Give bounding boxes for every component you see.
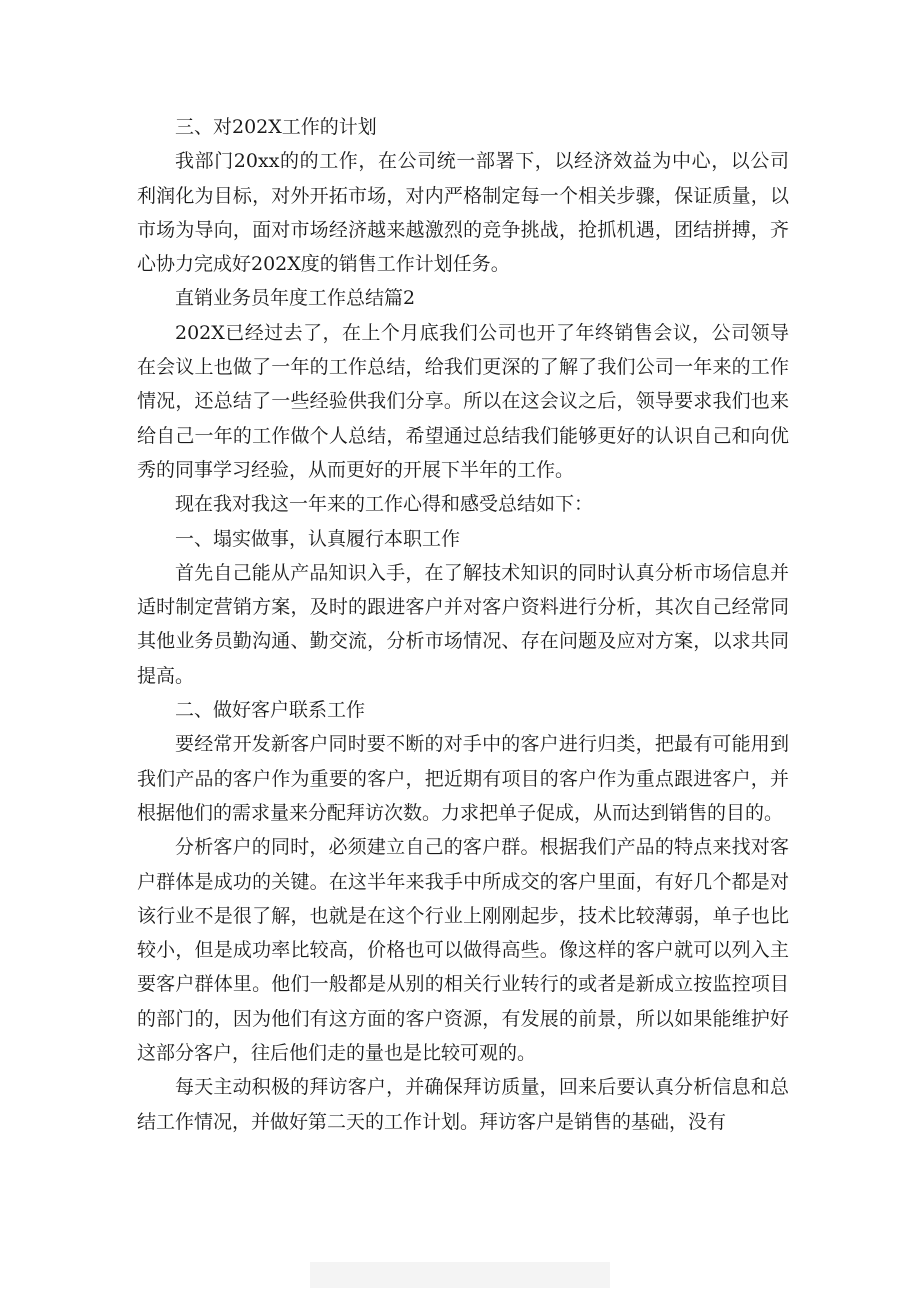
paragraph: 要经常开发新客户同时要不断的对手中的客户进行归类，把最有可能用到我们产品的客户作为重要的客户，把近期有项目的客户作为重点跟进客户，并根据他们的需求量来分配拜访次数。力求把单子促成，从而达到销售的目的。 [137, 733, 789, 824]
section-heading-work: 一、塌实做事，认真履行本职工作 [175, 527, 461, 550]
footer-bar [310, 1262, 610, 1288]
paragraph: 分析客户的同时，必须建立自己的客户群。根据我们产品的特点来找对客户群体是成功的关键。在这半年来我手中所成交的客户里面，有好几个都是对该行业不是很了解，也就是在这个行业上刚刚起步，技术比较薄弱，单子也比较小，但是成功率比较高，价格也可以做得高些。像这样的客户就可以列入主要客户群体里。他们一般都是从别的相关行业转行的或者是新成立按监控项目的部门的，因为他们有这方面的客户资源，有发展的前景，所以如果能维护好这部分客户，往后他们走的量也是比较可观的。 [137, 836, 789, 1065]
article-title: 直销业务员年度工作总结篇2 [175, 287, 416, 310]
section-heading-clients: 二、做好客户联系工作 [175, 699, 366, 722]
paragraph: 每天主动积极的拜访客户，并确保拜访质量，回来后要认真分析信息和总结工作情况，并做好第二天的工作计划。拜访客户是销售的基础，没有 [137, 1076, 789, 1133]
document-body [137, 110, 789, 1139]
paragraph: 首先自己能从产品知识入手，在了解技术知识的同时认真分析市场信息并适时制定营销方案，及时的跟进客户并对客户资料进行分析，其次自己经常同其他业务员勤沟通、勤交流，分析市场情况、存在问题及应对方案，以求共同提高。 [137, 561, 789, 687]
paragraph: 202X已经过去了，在上个月底我们公司也开了年终销售会议，公司领导在会议上也做了一年的工作总结，给我们更深的了解了我们公司一年来的工作情况，还总结了一些经验供我们分享。所以在这会议之后，领导要求我们也来给自己一年的工作做个人总结，希望通过总结我们能够更好的认识自己和向优秀的同事学习经验，从而更好的开展下半年的工作。 [137, 321, 789, 481]
paragraph: 我部门20xx的的工作，在公司统一部署下，以经济效益为中心，以公司利润化为目标，对外开拓市场，对内严格制定每一个相关步骤，保证质量，以市场为导向，面对市场经济越来越激烈的竞争挑战，抢抓机遇，团结拼搏，齐心协力完成好202X度的销售工作计划任务。 [137, 150, 789, 276]
paragraph: 现在我对我这一年来的工作心得和感受总结如下： [175, 493, 594, 516]
section-heading-plan: 三、对202X工作的计划 [175, 116, 377, 138]
